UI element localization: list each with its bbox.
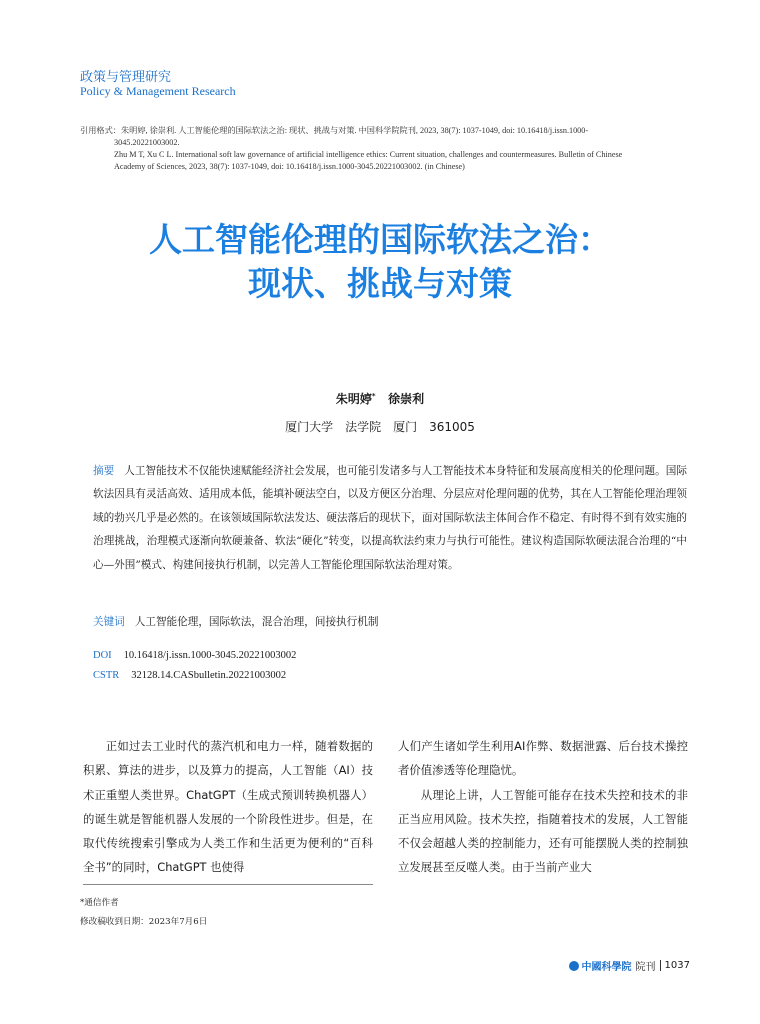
citation-cn-text: 朱明婷, 徐崇利. 人工智能伦理的国际软法之治: 现状、挑战与对策. 中国科学院院刊, 2023, 38(7): 1037-1049, doi: 10.16418/j.issn.1000-: [120, 126, 589, 135]
page-title-line2: 现状、挑战与对策: [248, 264, 512, 303]
citation-cn-cont: 3045.20221003002.: [114, 138, 180, 147]
citation-en-2: Academy of Sciences, 2023, 38(7): 1037-1049, doi: 10.16418/j.issn.1000-3045.20221003002. (in Chinese): [114, 162, 465, 171]
body-column-left: [83, 734, 373, 880]
abstract-label: 摘要: [93, 465, 115, 477]
footnote-received: 修改稿收到日期：2023年7月6日: [80, 917, 208, 927]
body-paragraph: 正如过去工业时代的蒸汽机和电力一样，随着数据的积累、算法的进步，以及算力的提高，人工智能（AI）技术正重塑人类世界。ChatGPT（生成式预训转换机器人）的诞生就是智能机器人发展的一个阶段性进步。但是，在取代传统搜索引擎成为人类工作和生活更为便利的“百科全书”的同时，ChatGPT 也使得: [83, 739, 373, 875]
authors: [0, 390, 760, 407]
body-column-right: [398, 734, 688, 880]
citation-label: 引用格式：: [80, 125, 121, 135]
citation-cn: [80, 124, 690, 137]
body-paragraph: 从理论上讲，人工智能可能存在技术失控和技术的非正当应用风险。技术失控，指随着技术的发展，人工智能不仅会超越人类的控制能力，还有可能摆脱人类的控制独立发展甚至反噬人类。由于当前产业大: [398, 787, 688, 875]
cas-logo-icon: [569, 961, 579, 971]
journal-section-cn: 政策与管理研究: [80, 70, 172, 85]
citation-en-1: Zhu M T, Xu C L. International soft law governance of artificial intelligence ethics: Current situation, challenges and countermeasures. Bulletin of Chinese: [114, 150, 623, 159]
page-footer: [569, 958, 690, 973]
doi-value[interactable]: 10.16418/j.issn.1000-3045.20221003002: [123, 650, 297, 661]
keywords-text: 人工智能伦理，国际软法，混合治理，间接执行机制: [134, 616, 379, 628]
footer-divider: [660, 960, 661, 971]
keywords: [93, 614, 378, 629]
cstr-line: [93, 670, 286, 681]
cstr-label: CSTR: [93, 670, 120, 681]
abstract: [93, 460, 687, 577]
keywords-label: 关键词: [93, 616, 125, 628]
doi-line: [93, 650, 296, 661]
cas-logo-text: 中國科學院: [581, 962, 632, 973]
author-first: 朱明婷: [335, 392, 372, 406]
footnote-corresponding: *通信作者: [80, 898, 119, 908]
author-second: 徐崇利: [388, 392, 425, 406]
journal-short: 院刊: [635, 962, 656, 973]
abstract-text: 人工智能技术不仅能快速赋能经济社会发展，也可能引发诸多与人工智能技术本身特征和发展高度相关的伦理问题。国际软法因具有灵活高效、适用成本低，能填补硬法空白，以及方便区分治理、分层应对伦理问题的优势，其在人工智能伦理治理领域的勃兴几乎是必然的。在该领域国际软法发达、硬法落后的现状下，面对国际软法主体间合作不稳定、有时得不到有效实施的治理挑战，治理模式逐渐向软硬兼备、软法“硬化”转变，以提高软法约束力与执行可能性。建议构造国际软硬法混合治理的“中心—外围”模式、构建间接执行机制，以完善人工智能伦理国际软法治理对策。: [93, 465, 688, 571]
footnote-divider: [83, 884, 373, 885]
doi-label: DOI: [93, 650, 112, 661]
corresponding-mark: *: [371, 392, 376, 400]
affiliation: 厦门大学 法学院 厦门 361005: [285, 420, 475, 434]
cstr-value: 32128.14.CASbulletin.20221003002: [131, 670, 287, 681]
journal-section-en: Policy & Management Research: [80, 84, 236, 98]
page-title-line1: 人工智能伦理的国际软法之治：: [149, 220, 611, 259]
citation-block: [80, 124, 690, 173]
body-paragraph: 人们产生诸如学生利用AI作弊、数据泄露、后台技术操控者价值渗透等伦理隐忧。: [398, 739, 688, 778]
page-number: 1037: [664, 960, 690, 971]
